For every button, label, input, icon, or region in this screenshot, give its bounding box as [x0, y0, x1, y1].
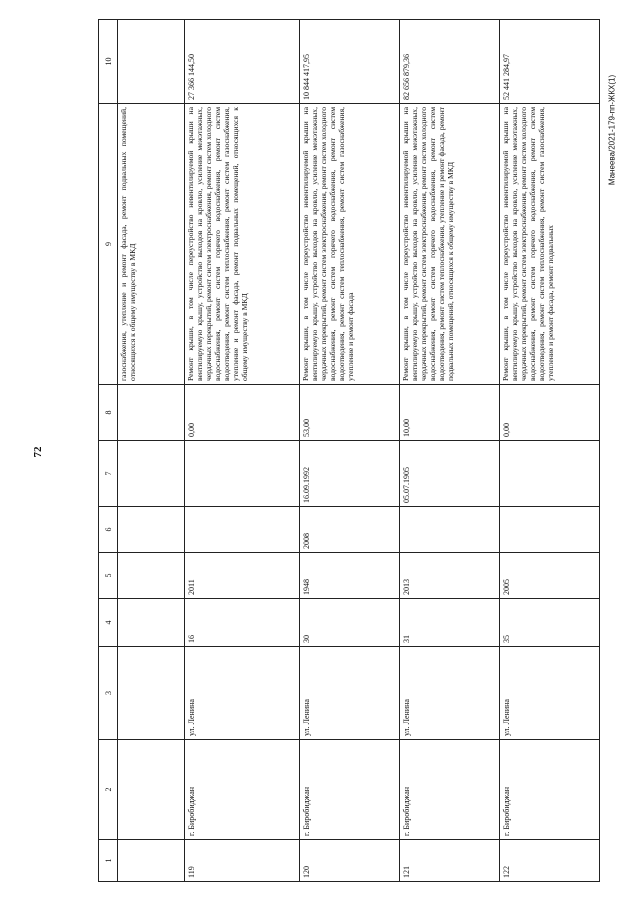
- header-cell: 10: [99, 20, 118, 104]
- city-cell: г. Биробиджан: [400, 740, 500, 840]
- year-built-cell: 2011: [185, 553, 300, 599]
- header-cell: 9: [99, 104, 118, 385]
- street-cell: ул. Ленина: [300, 647, 400, 740]
- percent-cell: 10,00: [400, 385, 500, 441]
- date-cell: [185, 441, 300, 507]
- row-number: 119: [185, 840, 300, 882]
- header-cell: 2: [99, 740, 118, 840]
- table-cell: [118, 599, 185, 647]
- table-row: [400, 20, 500, 882]
- year-renovated-cell: [400, 507, 500, 553]
- rotated-table-container: [98, 20, 600, 882]
- table-row: [185, 20, 300, 882]
- year-renovated-cell: [185, 507, 300, 553]
- header-cell: 7: [99, 441, 118, 507]
- cost-cell: 52 441 284,97: [500, 20, 600, 104]
- year-built-cell: 2013: [400, 553, 500, 599]
- row-number: 122: [500, 840, 600, 882]
- works-cell: Ремонт крыши, в том числе переустройство невентилируемой крыши на вентилируемую крышу, устройство выходов на кровлю, усиление межэтажных, чердачных перекрытий, ремонт систем электроснабжения, ремонт систем холодного водоснабжения, ремонт систем горячего водоснабжения, ремонт систем водоотведения, ремонт систем теплоснабжения, ремонт систем газоснабжения, утепление и ремонт фасада, ремонт подвальных: [500, 104, 600, 385]
- works-cell: Ремонт крыши, в том числе переустройство невентилируемой крыши на вентилируемую крышу, устройство выходов на кровлю, усиление межэтажных, чердачных перекрытий, ремонт систем электроснабжения, ремонт систем холодного водоснабжения, ремонт систем горячего водоснабжения, ремонт систем водоотведения, ремонт систем теплоснабжения, утепление и ремонт фасада, ремонт подвальных помещений, относящихся к общему имуществу в МКД: [400, 104, 500, 385]
- cost-cell: 10 844 417,95: [300, 20, 400, 104]
- date-cell: 16.09.1992: [300, 441, 400, 507]
- year-built-cell: 1948: [300, 553, 400, 599]
- works-cell: газоснабжения, утепление и ремонт фасада, ремонт подвальных помещений, относящихся к общему имуществу в МКД: [118, 104, 185, 385]
- table-cell: [118, 647, 185, 740]
- header-cell: 5: [99, 553, 118, 599]
- year-built-cell: 2005: [500, 553, 600, 599]
- cost-cell: 82 656 879,36: [400, 20, 500, 104]
- document-footer-code: Манеева/2021-179-пп-ЖКХ(1): [607, 74, 617, 186]
- date-cell: [500, 441, 600, 507]
- table-cell: [118, 553, 185, 599]
- continuation-row: [118, 20, 185, 882]
- city-cell: г. Биробиджан: [185, 740, 300, 840]
- header-row: [99, 20, 118, 882]
- percent-cell: 53,00: [300, 385, 400, 441]
- capital-repair-table: [98, 19, 600, 882]
- street-cell: ул. Ленина: [185, 647, 300, 740]
- year-renovated-cell: [500, 507, 600, 553]
- table-cell: [118, 385, 185, 441]
- row-number: 121: [400, 840, 500, 882]
- table-cell: [118, 740, 185, 840]
- table-row: [300, 20, 400, 882]
- row-number: 120: [300, 840, 400, 882]
- house-cell: 35: [500, 599, 600, 647]
- table-row: [500, 20, 600, 882]
- percent-cell: 0,00: [185, 385, 300, 441]
- works-cell: Ремонт крыши, в том числе переустройство невентилируемой крыши на вентилируемую крышу, устройство выходов на кровлю, усиление межэтажных, чердачных перекрытий, ремонт систем электроснабжения, ремонт систем холодного водоснабжения, ремонт систем горячего водоснабжения, ремонт систем водоотведения, ремонт систем теплоснабжения, ремонт систем газоснабжения, утепление и ремонт фасада, ремонт подвальных помещений, относящихся к общему имуществу в МКД: [185, 104, 300, 385]
- city-cell: г. Биробиджан: [300, 740, 400, 840]
- table-cell: [118, 20, 185, 104]
- year-renovated-cell: 2008: [300, 507, 400, 553]
- percent-cell: 0,00: [500, 385, 600, 441]
- header-cell: 3: [99, 647, 118, 740]
- street-cell: ул. Ленина: [500, 647, 600, 740]
- house-cell: 30: [300, 599, 400, 647]
- street-cell: ул. Ленина: [400, 647, 500, 740]
- header-cell: 6: [99, 507, 118, 553]
- header-cell: 4: [99, 599, 118, 647]
- header-cell: 1: [99, 840, 118, 882]
- table-cell: [118, 840, 185, 882]
- date-cell: 05.07.1905: [400, 441, 500, 507]
- header-cell: 8: [99, 385, 118, 441]
- city-cell: г. Биробиджан: [500, 740, 600, 840]
- house-cell: 16: [185, 599, 300, 647]
- table-cell: [118, 507, 185, 553]
- table-cell: [118, 441, 185, 507]
- works-cell: Ремонт крыши, в том числе переустройство невентилируемой крыши на вентилируемую крышу, устройство выходов на кровлю, усиление межэтажных, чердачных перекрытий, ремонт систем электроснабжения, ремонт систем холодного водоснабжения, ремонт систем горячего водоснабжения, ремонт систем водоотведения, ремонт систем теплоснабжения, ремонт систем газоснабжения, утепление и ремонт фасада: [300, 104, 400, 385]
- cost-cell: 27 366 144,50: [185, 20, 300, 104]
- page-number: 72: [32, 446, 44, 458]
- house-cell: 31: [400, 599, 500, 647]
